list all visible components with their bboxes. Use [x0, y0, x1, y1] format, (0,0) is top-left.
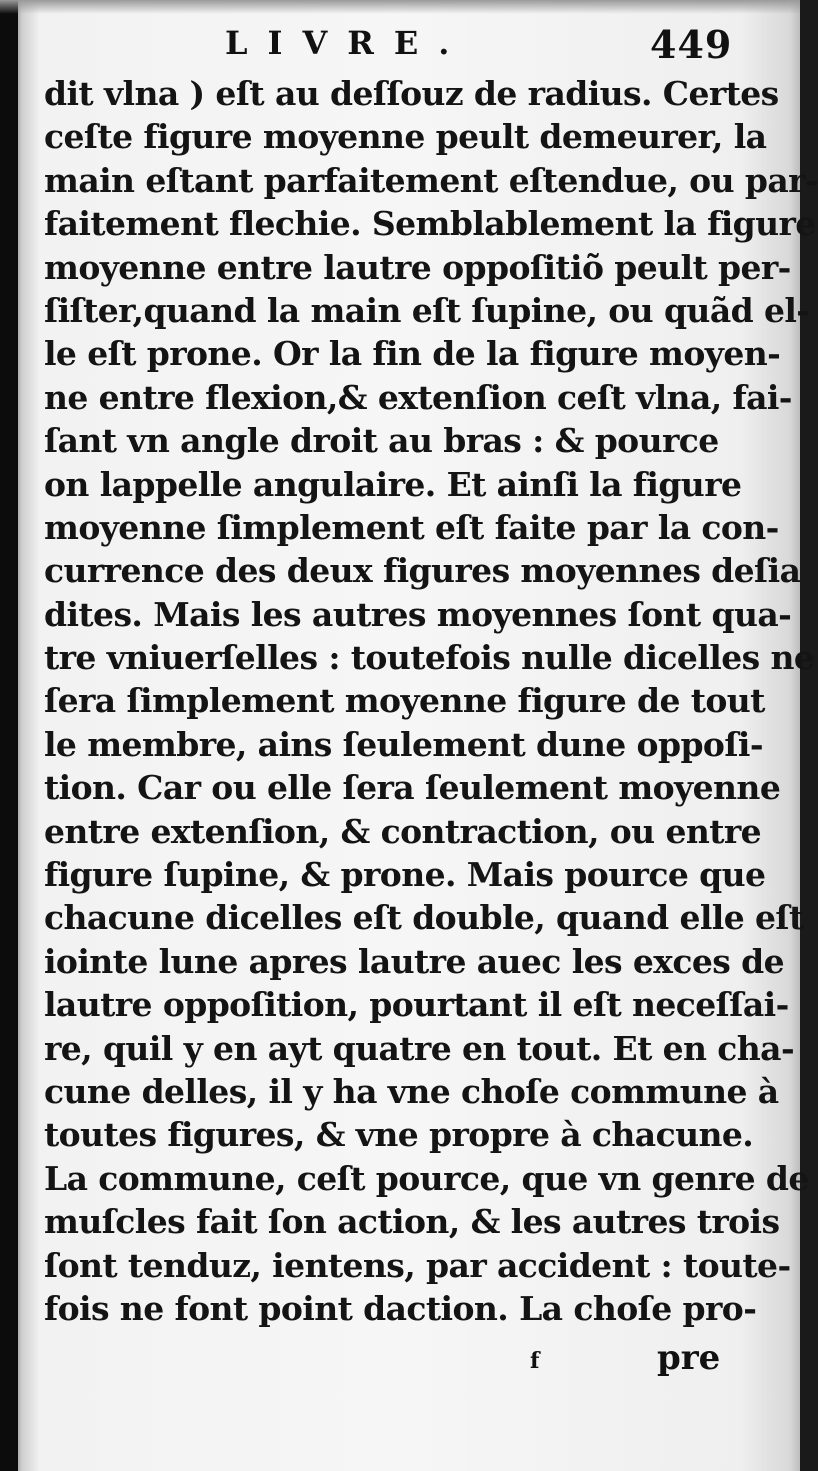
text-line: chacune dicelles eſt double, quand elle eſt: [44, 898, 804, 938]
text-line: le eſt prone. Or la fin de la figure moyen-: [44, 334, 781, 374]
text-line: tion. Car ou elle ſera ſeulement moyenne: [44, 768, 781, 808]
signature-mark: f: [530, 1348, 540, 1374]
text-line: ſera ſimplement moyenne figure de tout: [44, 681, 765, 721]
text-line: currence des deux figures moyennes deſia: [44, 551, 801, 591]
text-line: ſiſter,quand la main eſt ſupine, ou quãd el-: [44, 290, 810, 330]
text-line: cune delles, il y ha vne choſe commune à: [44, 1071, 779, 1111]
text-line: ceſte figure moyenne peult demeurer, la: [44, 117, 767, 157]
text-line: muſcles fait ſon action, & les autres trois: [44, 1202, 780, 1242]
running-title: LIVRE.: [225, 24, 470, 62]
text-line: dit vlna ) eſt au deſſouz de radius. Certes: [44, 74, 779, 113]
text-line: re, quil y en ayt quatre en tout. Et en cha-: [44, 1028, 795, 1068]
text-line: ne entre flexion,& extenſion ceſt vlna, fai-: [44, 377, 792, 417]
text-line: toutes figures, & vne propre à chacune.: [44, 1115, 754, 1155]
text-line: ſant vn angle droit au bras : & pource: [44, 421, 719, 461]
text-line: tre vniuerſelles : toutefois nulle dicelles ne: [44, 638, 815, 678]
text-line: fois ne font point daction. La choſe pro-: [44, 1288, 757, 1328]
text-line: on lappelle angulaire. Et ainſi la figure: [44, 464, 742, 504]
text-line: faitement flechie. Semblablement la figure: [44, 204, 816, 244]
catchword: pre: [657, 1338, 721, 1378]
text-line: lautre oppoſition, pourtant il eſt neceſſai-: [44, 985, 789, 1025]
text-line: iointe lune apres lautre auec les exces de: [44, 941, 784, 981]
text-line: dites. Mais les autres moyennes ſont qua-: [44, 594, 792, 634]
text-line: figure ſupine, & prone. Mais pource que: [44, 855, 766, 895]
body-text: [44, 72, 818, 1330]
page-number: 449: [650, 22, 733, 67]
text-line: le membre, ains ſeulement dune oppoſi-: [44, 724, 763, 764]
text-line: moyenne entre lautre oppoſitiõ peult per-: [44, 247, 791, 287]
text-line: moyenne ſimplement eſt faite par la con-: [44, 507, 779, 547]
text-line: main eſtant parfaitement eſtendue, ou par-: [44, 160, 818, 200]
text-line: La commune, ceſt pource, que vn genre de: [44, 1158, 809, 1198]
running-head: [0, 22, 800, 66]
text-line: ſont tenduz, ientens, par accident : toute-: [44, 1245, 791, 1285]
text-line: entre extenſion, & contraction, ou entre: [44, 811, 762, 851]
